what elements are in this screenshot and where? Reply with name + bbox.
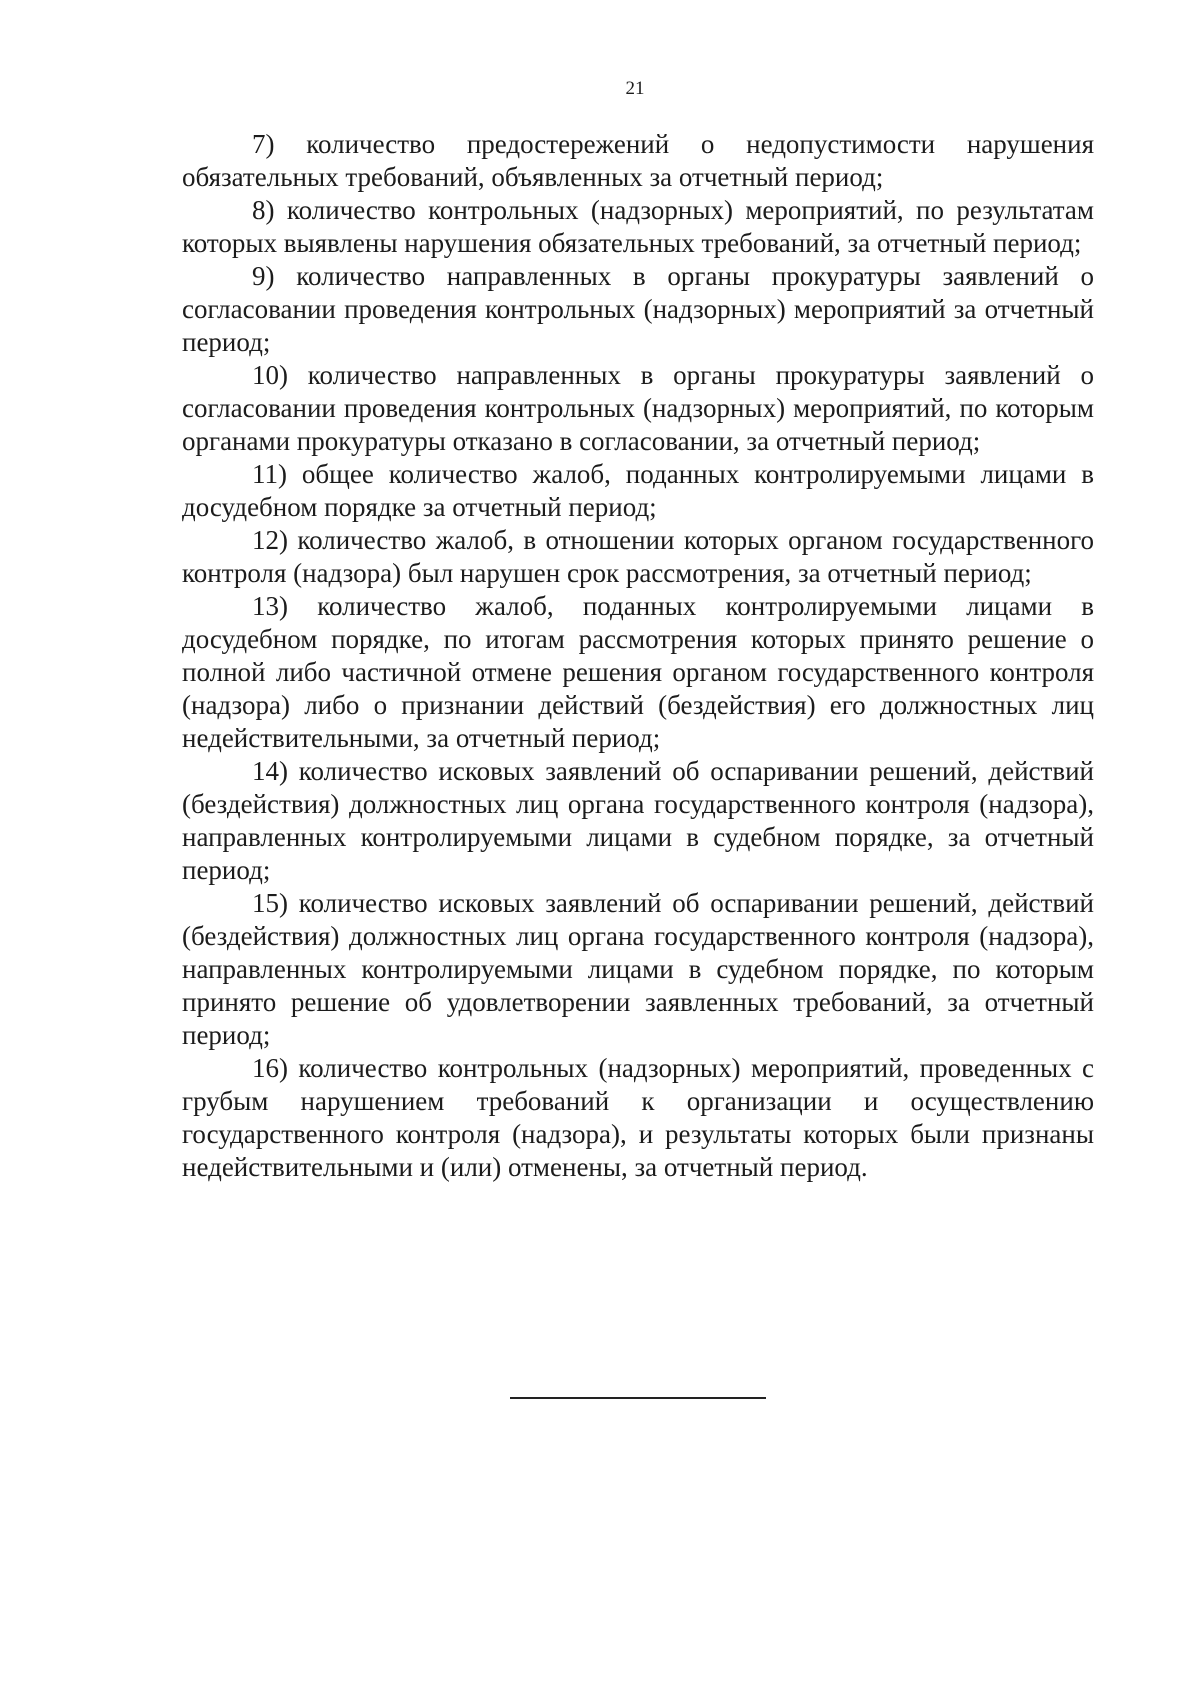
list-item-8: 8) количество контрольных (надзорных) мероприятий, по результатам которых выявлены нарушения обязательных требований, за отчетный период; bbox=[182, 195, 1094, 258]
document-body bbox=[182, 128, 1094, 1184]
page-number: 21 bbox=[625, 78, 645, 99]
list-item-14: 14) количество исковых заявлений об оспаривании решений, действий (бездействия) должностных лиц органа государственного контроля (надзора), направленных контролируемыми лицами в судебном порядке, за отчетный период; bbox=[182, 756, 1094, 885]
list-item-9: 9) количество направленных в органы прокуратуры заявлений о согласовании проведения контрольных (надзорных) мероприятий за отчетный период; bbox=[182, 261, 1094, 357]
end-of-document-divider bbox=[510, 1397, 766, 1399]
list-item-13: 13) количество жалоб, поданных контролируемыми лицами в досудебном порядке, по итогам рассмотрения которых принято решение о полной либо частичной отмене решения органом государственного контроля (надзора) либо о признании действий (бездействия) его должностных лиц недействительными, за отчетный период; bbox=[182, 591, 1094, 753]
list-item-15: 15) количество исковых заявлений об оспаривании решений, действий (бездействия) должностных лиц органа государственного контроля (надзора), направленных контролируемыми лицами в судебном порядке, по которым принято решение об удовлетворении заявленных требований, за отчетный период; bbox=[182, 888, 1094, 1050]
list-item-11: 11) общее количество жалоб, поданных контролируемыми лицами в досудебном порядке за отчетный период; bbox=[182, 459, 1094, 522]
list-item-10: 10) количество направленных в органы прокуратуры заявлений о согласовании проведения контрольных (надзорных) мероприятий, по которым органами прокуратуры отказано в согласовании, за отчетный период; bbox=[182, 360, 1094, 456]
list-item-12: 12) количество жалоб, в отношении которых органом государственного контроля (надзора) был нарушен срок рассмотрения, за отчетный период; bbox=[182, 525, 1094, 588]
list-item-7: 7) количество предостережений о недопустимости нарушения обязательных требований, объявленных за отчетный период; bbox=[182, 129, 1094, 192]
list-item-16: 16) количество контрольных (надзорных) мероприятий, проведенных с грубым нарушением требований к организации и осуществлению государственного контроля (надзора), и результаты которых были признаны недействительными и (или) отменены, за отчетный период. bbox=[182, 1053, 1094, 1182]
